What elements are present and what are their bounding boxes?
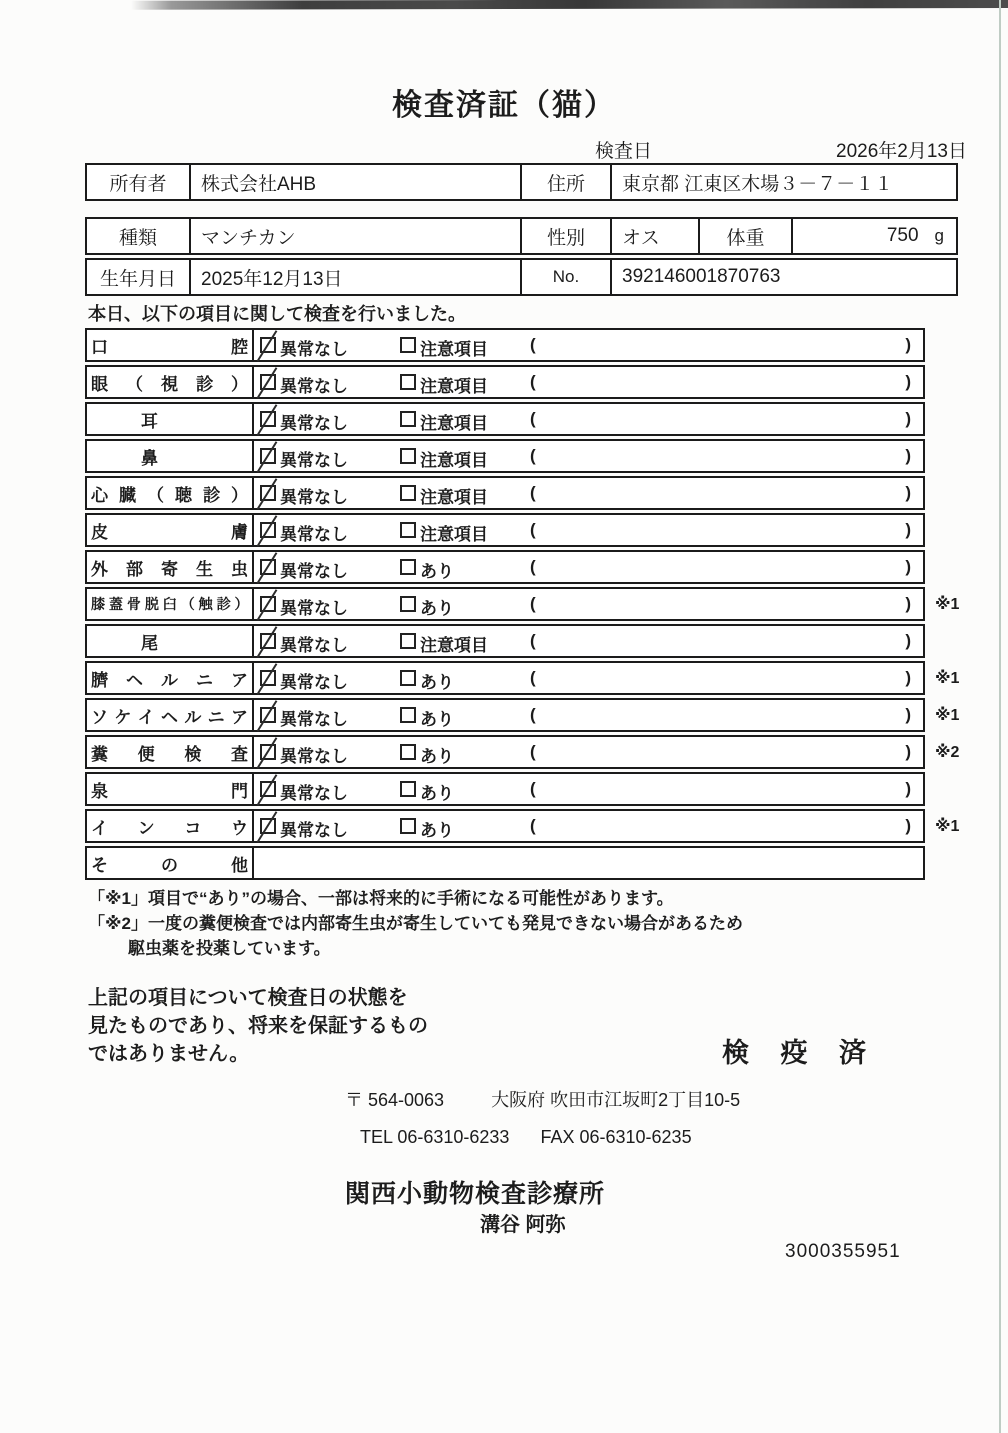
result-normal-label: 異常なし [280, 525, 348, 544]
clinic-phone-line [360, 1127, 692, 1148]
exam-row [85, 698, 960, 732]
result-normal-label: 異常なし [280, 599, 348, 618]
result-flag-label: あり [420, 599, 454, 618]
disclaimer-line1: 上記の項目について検査日の状態を [88, 987, 408, 1009]
check-slash-mark [257, 515, 278, 547]
disclaimer-line2: 見たものであり、将来を保証するもの [88, 1015, 428, 1037]
remark-mark: ※2 [935, 744, 960, 761]
paren-close: ) [905, 409, 911, 428]
checkbox-unchecked [400, 448, 416, 464]
paren-close: ) [905, 816, 911, 835]
check-slash-mark [257, 441, 278, 473]
exam-item-label: 心 臓 （ 聴 診 ） [87, 478, 254, 508]
exam-row [85, 439, 925, 473]
exam-row [85, 476, 925, 510]
weight-unit: g [934, 226, 944, 245]
paren-close: ) [905, 557, 911, 576]
clinic-name: 関西小動物検査診療所 [345, 1180, 606, 1208]
sex-value: オス [610, 219, 698, 253]
clinic-address-line [345, 1086, 740, 1112]
result-normal-label: 異常なし [280, 636, 348, 655]
disclaimer-text [88, 984, 428, 1068]
exam-item-label: 眼 （ 視 診 ） [87, 367, 254, 397]
birth-value: 2025年12月13日 [189, 260, 520, 294]
footnote-2-line1: 「※2」一度の糞便検査では内部寄生虫が寄生していても発見できない場合があるため [88, 914, 743, 933]
result-flag-label: 注意項目 [420, 414, 488, 433]
paren-close: ) [905, 631, 911, 650]
paren-close: ) [905, 335, 911, 354]
birth-label: 生年月日 [99, 268, 176, 290]
paren-open: ( [530, 816, 536, 835]
paren-close: ) [905, 446, 911, 465]
check-slash-mark [257, 478, 278, 510]
exam-row [85, 661, 960, 695]
exam-item-label: 耳 [87, 404, 254, 434]
result-normal-label: 異常なし [280, 821, 348, 840]
paren-close: ) [905, 520, 911, 539]
paren-open: ( [530, 335, 536, 354]
exam-table [85, 328, 960, 880]
checkbox-unchecked [400, 633, 416, 649]
check-slash-mark [257, 367, 278, 399]
paren-close: ) [905, 705, 911, 724]
result-flag-label: あり [420, 710, 454, 729]
result-flag-label: あり [420, 562, 454, 581]
result-flag-label: あり [420, 821, 454, 840]
owner-value: 株式会社AHB [189, 165, 520, 199]
address-value: 東京都 江東区木場３－７－１１ [610, 165, 956, 199]
number-value: 392146001870763 [610, 260, 956, 294]
paren-close: ) [905, 668, 911, 687]
result-flag-label: 注意項目 [420, 340, 488, 359]
owner-label: 所有者 [109, 173, 167, 195]
weight-value: 750 [886, 225, 919, 246]
check-slash-mark [257, 404, 278, 436]
checkbox-checked [260, 485, 276, 501]
exam-row [85, 809, 960, 843]
exam-item-label: 糞 便 検 査 [87, 737, 254, 767]
veterinarian-name: 溝谷 阿弥 [480, 1214, 566, 1236]
checkbox-checked [260, 559, 276, 575]
checkbox-checked [260, 337, 276, 353]
pet-info-row [85, 217, 958, 255]
result-flag-label: 注意項目 [420, 451, 488, 470]
exam-date-value: 2026年2月13日 [836, 141, 967, 162]
exam-row [85, 846, 925, 880]
exam-item-label: 尾 [87, 626, 254, 656]
weight-label: 体重 [698, 219, 791, 253]
result-normal-label: 異常なし [280, 414, 348, 433]
scanner-artifact-right-line [999, 0, 1001, 1433]
paren-open: ( [530, 779, 536, 798]
scanner-artifact-top-stripe [0, 0, 1008, 10]
disclaimer-line3: ではありません。 [88, 1043, 250, 1065]
exam-item-label: 鼻 [87, 441, 254, 471]
exam-item-label: 皮 膚 [87, 515, 254, 545]
checkbox-unchecked [400, 781, 416, 797]
checkbox-checked [260, 596, 276, 612]
exam-date-label: 検査日 [595, 141, 653, 162]
check-slash-mark [257, 737, 278, 769]
clinic-address: 大阪府 吹田市江坂町2丁目10-5 [491, 1090, 741, 1110]
checkbox-unchecked [400, 522, 416, 538]
checkbox-unchecked [400, 374, 416, 390]
breed-label: 種類 [118, 227, 157, 249]
paren-close: ) [905, 483, 911, 502]
result-normal-label: 異常なし [280, 710, 348, 729]
paren-open: ( [530, 631, 536, 650]
paren-close: ) [905, 594, 911, 613]
clinic-fax: FAX 06-6310-6235 [540, 1127, 692, 1147]
result-normal-label: 異常なし [280, 377, 348, 396]
exam-row [85, 365, 925, 399]
paren-open: ( [530, 594, 536, 613]
owner-table [85, 163, 958, 201]
footnote-1: 「※1」項目で“あり”の場合、一部は将来的に手術になる可能性があります。 [88, 889, 674, 908]
result-normal-label: 異常なし [280, 340, 348, 359]
checkbox-checked [260, 818, 276, 834]
address-label: 住所 [520, 165, 610, 199]
check-slash-mark [257, 663, 278, 695]
intro-text: 本日、以下の項目に関して検査を行いました。 [88, 304, 466, 324]
paren-open: ( [530, 705, 536, 724]
paren-open: ( [530, 557, 536, 576]
checkbox-unchecked [400, 707, 416, 723]
check-slash-mark [257, 330, 278, 362]
result-normal-label: 異常なし [280, 451, 348, 470]
paren-open: ( [530, 372, 536, 391]
exam-row [85, 735, 960, 769]
exam-item-label: 臍 ヘ ル ニ ア [87, 663, 254, 693]
checkbox-checked [260, 448, 276, 464]
birth-number-row [85, 258, 958, 296]
checkbox-unchecked [400, 670, 416, 686]
checkbox-checked [260, 781, 276, 797]
result-flag-label: 注意項目 [420, 488, 488, 507]
check-slash-mark [257, 700, 278, 732]
exam-item-label: 口 腔 [87, 330, 254, 360]
paren-open: ( [530, 446, 536, 465]
sex-label: 性別 [520, 219, 610, 253]
checkbox-unchecked [400, 485, 416, 501]
exam-item-label: イ ン コ ウ [87, 811, 254, 841]
paren-open: ( [530, 520, 536, 539]
result-flag-label: 注意項目 [420, 525, 488, 544]
exam-row [85, 772, 925, 806]
remark-mark: ※1 [935, 596, 960, 613]
exam-row [85, 587, 960, 621]
exam-row [85, 513, 925, 547]
paren-open: ( [530, 668, 536, 687]
checkbox-unchecked [400, 559, 416, 575]
check-slash-mark [257, 589, 278, 621]
result-normal-label: 異常なし [280, 488, 348, 507]
result-normal-label: 異常なし [280, 784, 348, 803]
checkbox-unchecked [400, 337, 416, 353]
postal-code: 〒 564-0063 [345, 1090, 445, 1110]
checkbox-checked [260, 670, 276, 686]
checkbox-checked [260, 411, 276, 427]
paren-open: ( [530, 409, 536, 428]
remark-mark: ※1 [935, 670, 960, 687]
result-flag-label: 注意項目 [420, 377, 488, 396]
result-flag-label: 注意項目 [420, 636, 488, 655]
checkbox-unchecked [400, 596, 416, 612]
checkbox-unchecked [400, 818, 416, 834]
weight-cell [791, 219, 956, 253]
result-flag-label: あり [420, 747, 454, 766]
result-normal-label: 異常なし [280, 562, 348, 581]
exam-item-label: 膝 蓋 骨 脱 臼 （ 触 診 ） [87, 589, 254, 619]
checkbox-unchecked [400, 744, 416, 760]
clinic-tel: TEL 06-6310-6233 [360, 1127, 510, 1147]
result-normal-label: 異常なし [280, 747, 348, 766]
exam-item-label: そ の 他 [87, 848, 254, 878]
checkbox-unchecked [400, 411, 416, 427]
number-label: No. [520, 260, 610, 294]
checkbox-checked [260, 633, 276, 649]
exam-item-label: 泉 門 [87, 774, 254, 804]
result-normal-label: 異常なし [280, 673, 348, 692]
exam-row [85, 402, 925, 436]
check-slash-mark [257, 626, 278, 658]
check-slash-mark [257, 552, 278, 584]
exam-row [85, 328, 925, 362]
exam-row [85, 550, 925, 584]
breed-value: マンチカン [189, 219, 520, 253]
exam-row [85, 624, 925, 658]
paren-close: ) [905, 742, 911, 761]
check-slash-mark [257, 811, 278, 843]
document-serial-number: 3000355951 [785, 1241, 901, 1262]
paren-open: ( [530, 742, 536, 761]
result-flag-label: あり [420, 784, 454, 803]
footnotes [88, 886, 743, 961]
result-flag-label: あり [420, 673, 454, 692]
check-slash-mark [257, 774, 278, 806]
page-title: 検査済証（猫） [392, 89, 616, 122]
exam-item-label: 外 部 寄 生 虫 [87, 552, 254, 582]
checkbox-checked [260, 522, 276, 538]
paren-close: ) [905, 779, 911, 798]
paren-close: ) [905, 372, 911, 391]
remark-mark: ※1 [935, 818, 960, 835]
exam-item-label: ソ ケ イ ヘ ル ニ ア [87, 700, 254, 730]
footnote-2-line2: 駆虫薬を投薬しています。 [128, 939, 331, 958]
checkbox-checked [260, 374, 276, 390]
remark-mark: ※1 [935, 707, 960, 724]
checkbox-checked [260, 744, 276, 760]
paren-open: ( [530, 483, 536, 502]
checkbox-checked [260, 707, 276, 723]
quarantine-passed-stamp: 検 疫 済 [722, 1038, 879, 1068]
